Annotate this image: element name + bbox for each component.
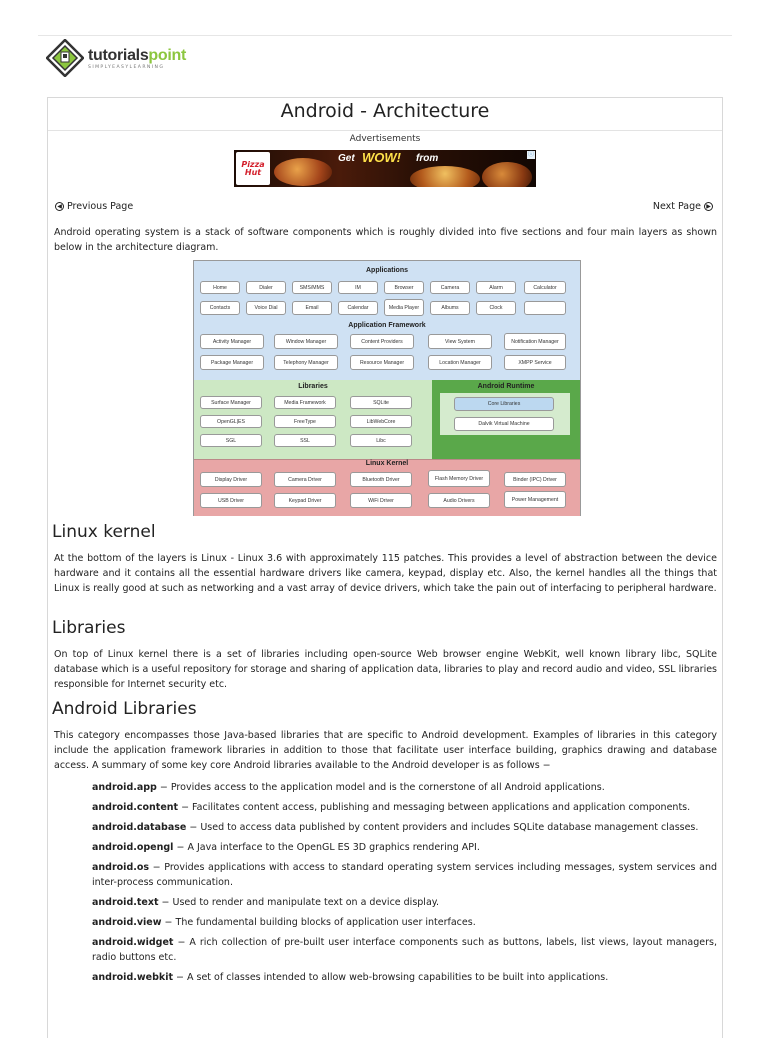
- list-item-desc: − A Java interface to the OpenGL ES 3D graphics rendering API.: [173, 842, 480, 853]
- diagram-box: USB Driver: [200, 493, 262, 508]
- list-item-name: android.opengl: [92, 842, 174, 853]
- kernel-layer: [194, 459, 580, 516]
- libraries-title: Libraries: [298, 383, 328, 390]
- content-frame: [47, 97, 723, 1038]
- diagram-box: WiFi Driver: [350, 493, 412, 508]
- applications-title: Applications: [365, 267, 408, 274]
- diagram-box: Calculator: [524, 281, 566, 294]
- libraries-paragraph: On top of Linux kernel there is a set of libraries including open-source Web browser engine WebKit, well known library libc, SQLite database which is a useful repository for storage and sharing of application data, libraries to play and record audio and video, SSL libraries responsible for Internet security etc.: [54, 649, 717, 690]
- runtime-title: Android Runtime: [477, 383, 535, 390]
- list-item-desc: − A set of classes intended to allow web-browsing capabilities to be built into applications.: [173, 972, 609, 983]
- logo-name-part2: point: [148, 46, 187, 64]
- android-libraries-list: [92, 780, 717, 990]
- list-item-desc: − Facilitates content access, publishing and messaging between applications and application components.: [178, 802, 691, 813]
- circle-arrow-left-icon: ◀: [55, 202, 64, 211]
- ad-text-1: Get: [338, 153, 355, 164]
- list-item-name: android.database: [92, 822, 187, 833]
- diagram-box: LibWebCore: [350, 415, 412, 428]
- diagram-box: [524, 301, 566, 315]
- diagram-box: SQLite: [350, 396, 412, 409]
- diagram-box: Alarm: [476, 281, 516, 294]
- diagram-box: Albums: [430, 301, 470, 315]
- logo-name-part1: tutorials: [88, 46, 149, 64]
- next-page-label: Next Page: [652, 201, 701, 212]
- diagram-box: Voice Dial: [246, 301, 286, 315]
- list-item-name: android.text: [92, 897, 159, 908]
- diagram-box: Core Libraries: [454, 397, 554, 411]
- section-heading-android-libraries: Android Libraries: [52, 699, 197, 719]
- list-item: [92, 860, 717, 890]
- ad-brand-logo: Pizza Hut: [236, 152, 270, 185]
- framework-layer: [194, 321, 580, 381]
- diagram-box: Activity Manager: [200, 334, 264, 349]
- list-item-name: android.view: [92, 917, 162, 928]
- page-title: Android - Architecture: [48, 98, 722, 131]
- diagram-box: Content Providers: [350, 334, 414, 349]
- runtime-layer: [432, 380, 580, 459]
- diagram-box: Flash Memory Driver: [428, 470, 490, 487]
- circle-arrow-right-icon: ▶: [704, 202, 713, 211]
- list-item-name: android.webkit: [92, 972, 173, 983]
- diagram-box: Contacts: [200, 301, 240, 315]
- diagram-box: Email: [292, 301, 332, 315]
- diagram-box: Surface Manager: [200, 396, 262, 409]
- diagram-box: FreeType: [274, 415, 336, 428]
- ad-choices-icon[interactable]: ⓘ: [527, 151, 534, 158]
- diagram-box: Notification Manager: [504, 333, 566, 350]
- diagram-box: Clock: [476, 301, 516, 315]
- list-item: [92, 935, 717, 965]
- logo-tagline: SIMPLYEASYLEARNING: [88, 64, 165, 70]
- list-item: [92, 780, 717, 795]
- diagram-box: Display Driver: [200, 472, 262, 487]
- list-item-name: android.widget: [92, 937, 174, 948]
- list-item-desc: − Provides applications with access to standard operating system services including messages, system services and inter-process communication.: [92, 862, 717, 888]
- list-item: [92, 895, 717, 910]
- diagram-box: Dialer: [246, 281, 286, 294]
- ad-pizza-image-2: [410, 166, 480, 187]
- list-item-name: android.app: [92, 782, 157, 793]
- ad-banner[interactable]: [234, 150, 536, 187]
- list-item: [92, 915, 717, 930]
- diagram-box: OpenGL|ES: [200, 415, 262, 428]
- section-heading-libraries: Libraries: [52, 618, 126, 638]
- kernel-title: Linux Kernel: [365, 460, 409, 467]
- diagram-box: Window Manager: [274, 334, 338, 349]
- diagram-box: Camera: [430, 281, 470, 294]
- diagram-box: Bluetooth Driver: [350, 472, 412, 487]
- ad-pizza-image-3: [482, 162, 532, 187]
- applications-layer: [194, 261, 580, 322]
- framework-title: Application Framework: [348, 322, 426, 329]
- diagram-box: Libc: [350, 434, 412, 447]
- diagram-box: Resource Manager: [350, 355, 414, 370]
- diagram-box: Calendar: [338, 301, 378, 315]
- diagram-box: Audio Drivers: [428, 493, 490, 508]
- diagram-box: Browser: [384, 281, 424, 294]
- list-item: [92, 800, 717, 815]
- ad-text-3: from: [416, 153, 439, 164]
- diagram-box: XMPP Service: [504, 355, 566, 370]
- linux-kernel-paragraph: At the bottom of the layers is Linux - Linux 3.6 with approximately 115 patches. This provides a level of abstraction between the device hardware and it contains all the essential hardware drivers like camera, keypad, display etc. Also, the kernel handles all the things that Linux is really good at such as networking and a vast array of device drivers, which take the pain out of interfacing to peripheral hardware.: [54, 553, 717, 594]
- site-logo[interactable]: [46, 36, 186, 80]
- diagram-box: Media Framework: [274, 396, 336, 409]
- libraries-layer: [194, 380, 432, 459]
- diagram-box: Home: [200, 281, 240, 294]
- diagram-box: View System: [428, 334, 492, 349]
- diagram-box: Media Player: [384, 299, 424, 316]
- list-item: [92, 820, 717, 835]
- diagram-box: SSL: [274, 434, 336, 447]
- diagram-box: Keypad Driver: [274, 493, 336, 508]
- architecture-diagram: [193, 260, 581, 516]
- list-item-name: android.content: [92, 802, 179, 813]
- logo-mark-icon: [46, 39, 84, 77]
- next-page-link[interactable]: [653, 201, 716, 212]
- list-item-desc: − Used to render and manipulate text on a device display.: [158, 897, 440, 908]
- ad-label: Advertisements: [349, 134, 421, 144]
- diagram-box: SGL: [200, 434, 262, 447]
- diagram-box: Dalvik Virtual Machine: [454, 417, 554, 431]
- list-item-desc: − The fundamental building blocks of application user interfaces.: [161, 917, 476, 928]
- ad-pizza-image: [274, 158, 332, 186]
- intro-paragraph: Android operating system is a stack of software components which is roughly divided into five sections and four main layers as shown below in the architecture diagram.: [54, 227, 717, 253]
- list-item-desc: − Provides access to the application model and is the cornerstone of all Android applications.: [156, 782, 605, 793]
- diagram-box: Binder (IPC) Driver: [504, 472, 566, 487]
- list-item-desc: − Used to access data published by content providers and includes SQLite database management classes.: [186, 822, 699, 833]
- list-item: [92, 840, 717, 855]
- list-item-desc: − A rich collection of pre-built user interface components such as buttons, labels, list views, layout managers, radio buttons etc.: [92, 937, 717, 963]
- ad-text-2: WOW!: [362, 150, 401, 165]
- diagram-box: IM: [338, 281, 378, 294]
- list-item-name: android.os: [92, 862, 150, 873]
- list-item: [92, 970, 717, 985]
- diagram-box: Power Management: [504, 491, 566, 508]
- diagram-box: SMS/MMS: [292, 281, 332, 294]
- diagram-box: Package Manager: [200, 355, 264, 370]
- diagram-box: Telephony Manager: [274, 355, 338, 370]
- android-libraries-paragraph: This category encompasses those Java-based libraries that are specific to Android development. Examples of libraries in this category include the application framework libraries in addition to those that facilitate user interface building, graphics drawing and database access. A summary of some key core Android libraries available to the Android developer is as follows −: [54, 730, 717, 771]
- previous-page-label: Previous Page: [67, 201, 134, 212]
- diagram-box: Location Manager: [428, 355, 492, 370]
- previous-page-link[interactable]: [52, 201, 133, 212]
- diagram-box: Camera Driver: [274, 472, 336, 487]
- section-heading-linux-kernel: Linux kernel: [52, 522, 156, 542]
